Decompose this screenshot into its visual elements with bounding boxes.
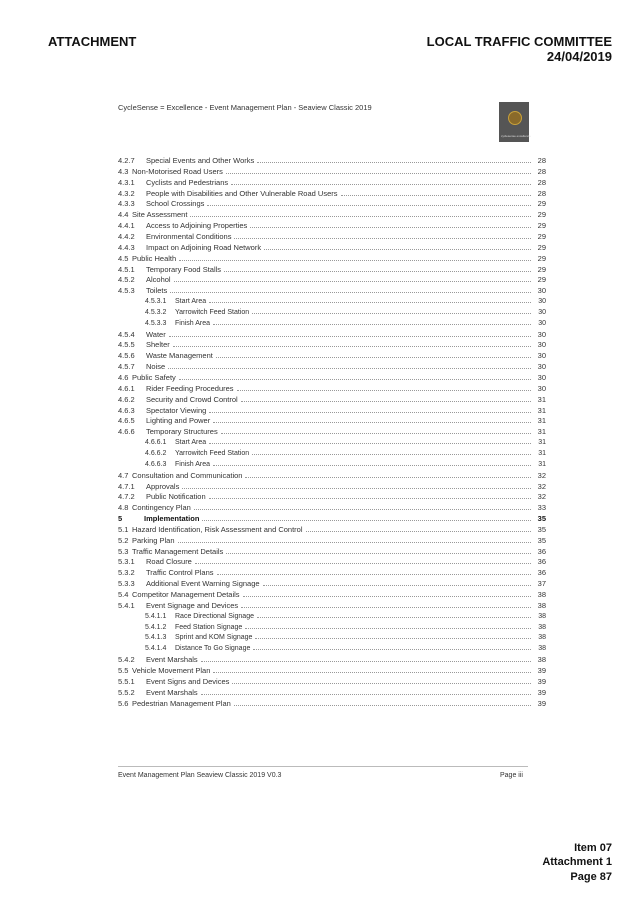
toc-leader-dots: [263, 584, 531, 586]
toc-entry-number: 5.4: [118, 590, 129, 599]
toc-entry-number: 4.6.6.1: [145, 439, 167, 447]
toc-leader-dots: [168, 367, 531, 369]
toc-entry-title: Rider Feeding Procedures: [146, 383, 234, 393]
cyclesense-logo: [499, 102, 529, 142]
toc-entry[interactable]: [118, 482, 546, 492]
toc-entry-page: 29: [537, 210, 546, 220]
toc-entry-title: Lighting and Power: [146, 416, 211, 426]
toc-entry-page: 35: [537, 514, 546, 524]
toc-entry-page: 37: [537, 579, 546, 589]
page-number: Page 87: [570, 871, 612, 883]
toc-entry-number: 5.5: [118, 665, 129, 675]
toc-entry-number: 4.6.5: [118, 416, 135, 426]
toc-entry-number: 5.4.1.4: [145, 645, 167, 653]
toc-entry-page: 28: [537, 188, 546, 198]
toc-entry-number: 4.5.6: [118, 351, 135, 361]
toc-entry[interactable]: [118, 438, 546, 448]
toc-leader-dots: [217, 573, 531, 575]
toc-leader-dots: [250, 226, 531, 228]
toc-entry-number: 4.5.3.1: [145, 298, 167, 306]
toc-entry[interactable]: [118, 677, 546, 687]
toc-entry[interactable]: [118, 210, 546, 220]
toc-entry-number: 4.7.1: [118, 481, 135, 491]
toc-entry-page: 38: [537, 590, 546, 599]
toc-entry-page: 32: [537, 492, 546, 502]
toc-entry-title: Event Signage and Devices: [146, 600, 239, 610]
toc-entry[interactable]: [118, 557, 546, 567]
toc-leader-dots: [201, 660, 531, 662]
toc-entry-number: 4.6: [118, 373, 129, 382]
toc-entry-title: Road Closure: [146, 557, 192, 567]
toc-leader-dots: [234, 237, 531, 239]
toc-entry-title: Additional Event Warning Signage: [146, 579, 260, 589]
toc-entry-number: 5.4.1: [118, 600, 135, 610]
toc-leader-dots: [253, 648, 531, 650]
toc-entry-number: 4.5: [118, 253, 129, 263]
toc-entry-title: Spectator Viewing: [146, 405, 207, 415]
toc-entry[interactable]: [118, 655, 546, 665]
toc-entry-page: 31: [538, 439, 546, 447]
toc-entry-number: 4.3.1: [118, 177, 135, 187]
toc-leader-dots: [306, 530, 532, 532]
toc-entry-title: School Crossings: [146, 199, 205, 209]
toc-entry-title: Public Notification: [146, 492, 206, 502]
item-attachment-block: [542, 841, 612, 869]
toc-leader-dots: [232, 682, 531, 684]
toc-entry-title: Event Marshals: [146, 655, 198, 665]
toc-leader-dots: [179, 378, 531, 380]
toc-entry-page: 36: [537, 568, 546, 578]
toc-entry-page: 30: [537, 286, 546, 296]
toc-entry-title: Event Signs and Devices: [146, 676, 230, 686]
toc-entry-page: 30: [538, 298, 546, 306]
toc-leader-dots: [257, 161, 531, 163]
toc-entry[interactable]: [118, 373, 546, 383]
toc-entry[interactable]: [118, 167, 546, 177]
toc-entry-number: 5.5.2: [118, 687, 135, 697]
toc-entry-title: Temporary Food Stalls: [146, 264, 222, 274]
toc-entry-title: Hazard Identification, Risk Assessment and Control: [132, 524, 303, 534]
toc-entry-page: 31: [537, 416, 546, 426]
toc-entry[interactable]: [118, 254, 546, 264]
toc-entry-title: Sprint and KOM Signage: [175, 634, 253, 642]
toc-entry-page: 31: [538, 449, 546, 457]
toc-entry-title: Access to Adjoining Properties: [146, 221, 248, 231]
toc-entry-title: People with Disabilities and Other Vulnerable Road Users: [146, 188, 338, 198]
toc-entry-page: 38: [538, 645, 546, 653]
toc-entry-number: 4.6.3: [118, 405, 135, 415]
toc-entry-number: 4.5.3: [118, 286, 135, 296]
toc-entry-page: 32: [537, 481, 546, 491]
toc-entry-title: Shelter: [146, 340, 170, 350]
toc-leader-dots: [231, 183, 531, 185]
header-committee-title: LOCAL TRAFFIC COMMITTEE: [426, 34, 612, 49]
toc-entry[interactable]: [118, 666, 546, 676]
toc-entry-number: 4.6.6.2: [145, 449, 167, 457]
toc-entry[interactable]: [118, 547, 546, 557]
toc-entry-title: Competitor Management Details: [132, 590, 240, 599]
toc-entry-number: 4.3: [118, 166, 129, 176]
toc-entry-page: 30: [538, 319, 546, 327]
toc-entry-number: 4.7: [118, 470, 129, 480]
toc-leader-dots: [237, 389, 531, 391]
header-date: 24/04/2019: [546, 49, 612, 64]
toc-entry-title: Yarrowitch Feed Station: [175, 308, 250, 316]
toc-entry[interactable]: [118, 319, 546, 329]
toc-entry-number: 4.4: [118, 210, 129, 220]
toc-leader-dots: [207, 204, 531, 206]
toc-entry[interactable]: [118, 514, 546, 524]
toc-entry[interactable]: [118, 221, 546, 231]
toc-leader-dots: [178, 541, 531, 543]
toc-leader-dots: [194, 508, 531, 510]
toc-entry-title: Consultation and Communication: [132, 470, 243, 480]
toc-entry-title: Implementation: [144, 514, 200, 524]
toc-leader-dots: [169, 335, 531, 337]
document-title: CycleSense = Excellence - Event Management Plan - Seaview Classic 2019: [118, 103, 372, 112]
toc-entry-title: Approvals: [146, 481, 180, 491]
toc-leader-dots: [216, 356, 531, 358]
toc-leader-dots: [252, 312, 531, 314]
toc-entry[interactable]: [118, 406, 546, 416]
toc-entry[interactable]: [118, 265, 546, 275]
toc-leader-dots: [170, 291, 531, 293]
toc-entry-number: 4.4.1: [118, 221, 135, 231]
toc-entry-number: 5.4.2: [118, 655, 135, 665]
toc-entry-number: 5.4.1.3: [145, 634, 167, 642]
toc-entry-title: Waste Management: [146, 351, 213, 361]
toc-entry-page: 28: [537, 166, 546, 176]
toc-entry-title: Public Safety: [132, 373, 176, 382]
item-number: Item 07: [574, 842, 612, 854]
toc-entry-page: 39: [537, 687, 546, 697]
toc-entry[interactable]: [118, 178, 546, 188]
toc-leader-dots: [241, 400, 531, 402]
toc-leader-dots: [213, 421, 531, 423]
toc-entry[interactable]: [118, 351, 546, 361]
toc-entry-title: Start Area: [175, 298, 207, 306]
toc-entry-page: 29: [537, 275, 546, 285]
toc-entry-number: 4.5.5: [118, 340, 135, 350]
toc-entry-number: 5.4.1.1: [145, 612, 167, 620]
toc-leader-dots: [209, 411, 531, 413]
toc-entry-number: 5.4.1.2: [145, 623, 167, 631]
toc-entry-title: Alcohol: [146, 275, 171, 285]
toc-entry[interactable]: [118, 449, 546, 459]
toc-entry[interactable]: [118, 308, 546, 318]
toc-entry-page: 35: [537, 524, 546, 534]
toc-entry[interactable]: [118, 286, 546, 296]
toc-entry-page: 30: [537, 340, 546, 350]
toc-entry-number: 4.5.7: [118, 362, 135, 372]
toc-leader-dots: [234, 704, 531, 706]
toc-entry[interactable]: [118, 579, 546, 589]
toc-entry-number: 4.5.1: [118, 264, 135, 274]
toc-entry[interactable]: [118, 601, 546, 611]
toc-entry-page: 29: [537, 199, 546, 209]
toc-entry[interactable]: [118, 189, 546, 199]
toc-entry[interactable]: [118, 460, 546, 470]
toc-entry[interactable]: [118, 471, 546, 481]
toc-entry-title: Event Marshals: [146, 687, 198, 697]
toc-leader-dots: [190, 215, 531, 217]
toc-entry[interactable]: [118, 525, 546, 535]
toc-entry[interactable]: [118, 688, 546, 698]
toc-leader-dots: [255, 637, 531, 639]
toc-entry-number: 4.3.3: [118, 199, 135, 209]
toc-entry[interactable]: [118, 384, 546, 394]
toc-entry-page: 29: [537, 264, 546, 274]
toc-entry-title: Site Assessment: [132, 210, 188, 220]
toc-entry[interactable]: [118, 297, 546, 307]
toc-entry-title: Finish Area: [175, 319, 211, 327]
toc-entry-number: 5: [118, 514, 123, 524]
toc-entry-title: Pedestrian Management Plan: [132, 698, 231, 708]
toc-entry-page: 32: [537, 470, 546, 480]
toc-entry-title: Public Health: [132, 253, 177, 263]
toc-leader-dots: [245, 476, 531, 478]
toc-entry-page: 29: [537, 221, 546, 231]
toc-entry-page: 28: [537, 177, 546, 187]
toc-entry-number: 4.6.6: [118, 427, 135, 437]
toc-entry-page: 30: [537, 383, 546, 393]
toc-entry[interactable]: [118, 633, 546, 643]
toc-entry-title: Race Directional Signage: [175, 612, 254, 620]
toc-leader-dots: [257, 616, 531, 618]
toc-entry-page: 38: [537, 600, 546, 610]
toc-entry-number: 4.2.7: [118, 156, 135, 165]
toc-entry-title: Noise: [146, 362, 166, 372]
toc-entry-page: 33: [537, 503, 546, 513]
toc-entry-page: 31: [537, 394, 546, 404]
toc-entry-number: 4.5.2: [118, 275, 135, 285]
toc-entry-title: Environmental Conditions: [146, 231, 232, 241]
toc-entry-title: Impact on Adjoining Road Network: [146, 242, 262, 252]
toc-leader-dots: [209, 442, 531, 444]
toc-entry-number: 5.2: [118, 535, 129, 545]
toc-entry-page: 29: [537, 231, 546, 241]
toc-entry-page: 29: [537, 253, 546, 263]
toc-entry[interactable]: [118, 492, 546, 502]
toc-entry[interactable]: [118, 427, 546, 437]
toc-entry-number: 5.3.1: [118, 557, 135, 567]
toc-entry-number: 5.6: [118, 698, 129, 708]
toc-entry-title: Vehicle Movement Plan: [132, 665, 211, 675]
toc-entry-title: Start Area: [175, 439, 207, 447]
toc-entry-title: Contingency Plan: [132, 503, 191, 513]
toc-entry-title: Traffic Management Details: [132, 546, 224, 556]
toc-leader-dots: [341, 194, 532, 196]
toc-entry[interactable]: [118, 536, 546, 546]
toc-entry-title: Parking Plan: [132, 535, 175, 545]
toc-leader-dots: [174, 280, 531, 282]
toc-entry-title: Toilets: [146, 286, 168, 296]
toc-entry[interactable]: [118, 644, 546, 654]
toc-leader-dots: [252, 453, 531, 455]
toc-entry[interactable]: [118, 243, 546, 253]
toc-entry[interactable]: [118, 590, 546, 600]
toc-entry-number: 5.3.2: [118, 568, 135, 578]
toc-entry-page: 30: [537, 351, 546, 361]
toc-entry-title: Finish Area: [175, 460, 211, 468]
toc-entry-page: 36: [537, 546, 546, 556]
toc-entry-title: Water: [146, 329, 166, 339]
toc-entry-page: 39: [537, 676, 546, 686]
toc-leader-dots: [201, 693, 531, 695]
footer-divider: [118, 766, 528, 767]
toc-entry-page: 30: [538, 308, 546, 316]
toc-entry-page: 31: [538, 460, 546, 468]
toc-entry-page: 38: [538, 612, 546, 620]
toc-entry-number: 5.5.1: [118, 676, 135, 686]
toc-entry-number: 4.5.4: [118, 329, 135, 339]
toc-leader-dots: [241, 606, 531, 608]
toc-entry-page: 31: [537, 427, 546, 437]
toc-entry-number: 4.4.3: [118, 242, 135, 252]
toc-entry-title: Yarrowitch Feed Station: [175, 449, 250, 457]
header-attachment-label: ATTACHMENT: [48, 34, 137, 49]
footer-document-name: Event Management Plan Seaview Classic 2019 V0.3: [118, 772, 282, 779]
toc-entry[interactable]: [118, 623, 546, 633]
toc-leader-dots: [245, 627, 531, 629]
toc-leader-dots: [221, 432, 531, 434]
toc-entry[interactable]: [118, 699, 546, 709]
toc-leader-dots: [209, 497, 531, 499]
toc-entry-page: 30: [537, 362, 546, 372]
toc-entry-title: Cyclists and Pedestrians: [146, 177, 229, 187]
toc-entry[interactable]: [118, 330, 546, 340]
toc-entry-title: Traffic Control Plans: [146, 568, 214, 578]
toc-entry-page: 39: [537, 698, 546, 708]
toc-entry-number: 5.3.3: [118, 579, 135, 589]
logo-emblem-icon: [508, 111, 522, 125]
toc-entry[interactable]: [118, 568, 546, 578]
toc-entry-number: 5.1: [118, 524, 129, 534]
toc-entry-number: 4.3.2: [118, 188, 135, 198]
toc-entry-page: 39: [537, 665, 546, 675]
toc-leader-dots: [224, 270, 531, 272]
toc-leader-dots: [182, 487, 531, 489]
toc-entry-page: 38: [538, 634, 546, 642]
toc-leader-dots: [179, 259, 531, 261]
toc-entry[interactable]: [118, 340, 546, 350]
toc-leader-dots: [195, 562, 531, 564]
toc-entry-number: 5.3: [118, 546, 129, 556]
logo-text: cyclesense excellence: [501, 134, 531, 138]
toc-leader-dots: [213, 323, 531, 325]
toc-entry[interactable]: [118, 362, 546, 372]
toc-entry-page: 36: [537, 557, 546, 567]
toc-entry-number: 4.4.2: [118, 231, 135, 241]
toc-entry[interactable]: [118, 612, 546, 622]
toc-entry-title: Temporary Structures: [146, 427, 218, 437]
toc-entry[interactable]: [118, 275, 546, 285]
toc-entry-number: 4.8: [118, 503, 129, 513]
toc-entry-number: 4.5.3.2: [145, 308, 167, 316]
toc-entry-number: 4.6.1: [118, 383, 135, 393]
toc-entry-page: 28: [537, 156, 546, 165]
toc-entry-page: 29: [537, 242, 546, 252]
toc-entry-number: 4.6.6.3: [145, 460, 167, 468]
toc-leader-dots: [209, 301, 531, 303]
toc-leader-dots: [213, 671, 531, 673]
toc-leader-dots: [264, 248, 531, 250]
attachment-number: Attachment 1: [542, 856, 612, 868]
toc-leader-dots: [202, 519, 531, 521]
toc-entry[interactable]: [118, 416, 546, 426]
toc-entry-page: 31: [537, 405, 546, 415]
footer-page-number: Page iii: [500, 772, 523, 779]
toc-leader-dots: [226, 552, 531, 554]
toc-leader-dots: [226, 172, 531, 174]
toc-entry-number: 4.7.2: [118, 492, 135, 502]
toc-leader-dots: [173, 345, 531, 347]
toc-entry-page: 30: [537, 329, 546, 339]
toc-entry[interactable]: [118, 199, 546, 209]
toc-entry-title: Distance To Go Signage: [175, 645, 251, 653]
toc-entry-page: 38: [538, 623, 546, 631]
toc-entry-page: 30: [537, 373, 546, 382]
toc-leader-dots: [213, 464, 531, 466]
toc-entry-page: 38: [537, 655, 546, 665]
toc-entry-page: 35: [537, 535, 546, 545]
toc-entry[interactable]: [118, 232, 546, 242]
toc-entry[interactable]: [118, 395, 546, 405]
toc-entry-title: Non-Motorised Road Users: [132, 166, 223, 176]
toc-leader-dots: [243, 595, 531, 597]
toc-entry-number: 4.6.2: [118, 394, 135, 404]
toc-entry-title: Feed Station Signage: [175, 623, 243, 631]
toc-entry[interactable]: [118, 156, 546, 166]
toc-entry-title: Special Events and Other Works: [146, 156, 255, 165]
toc-entry-title: Security and Crowd Control: [146, 394, 238, 404]
header-committee-block: [427, 34, 612, 64]
toc-entry[interactable]: [118, 503, 546, 513]
toc-entry-number: 4.5.3.3: [145, 319, 167, 327]
